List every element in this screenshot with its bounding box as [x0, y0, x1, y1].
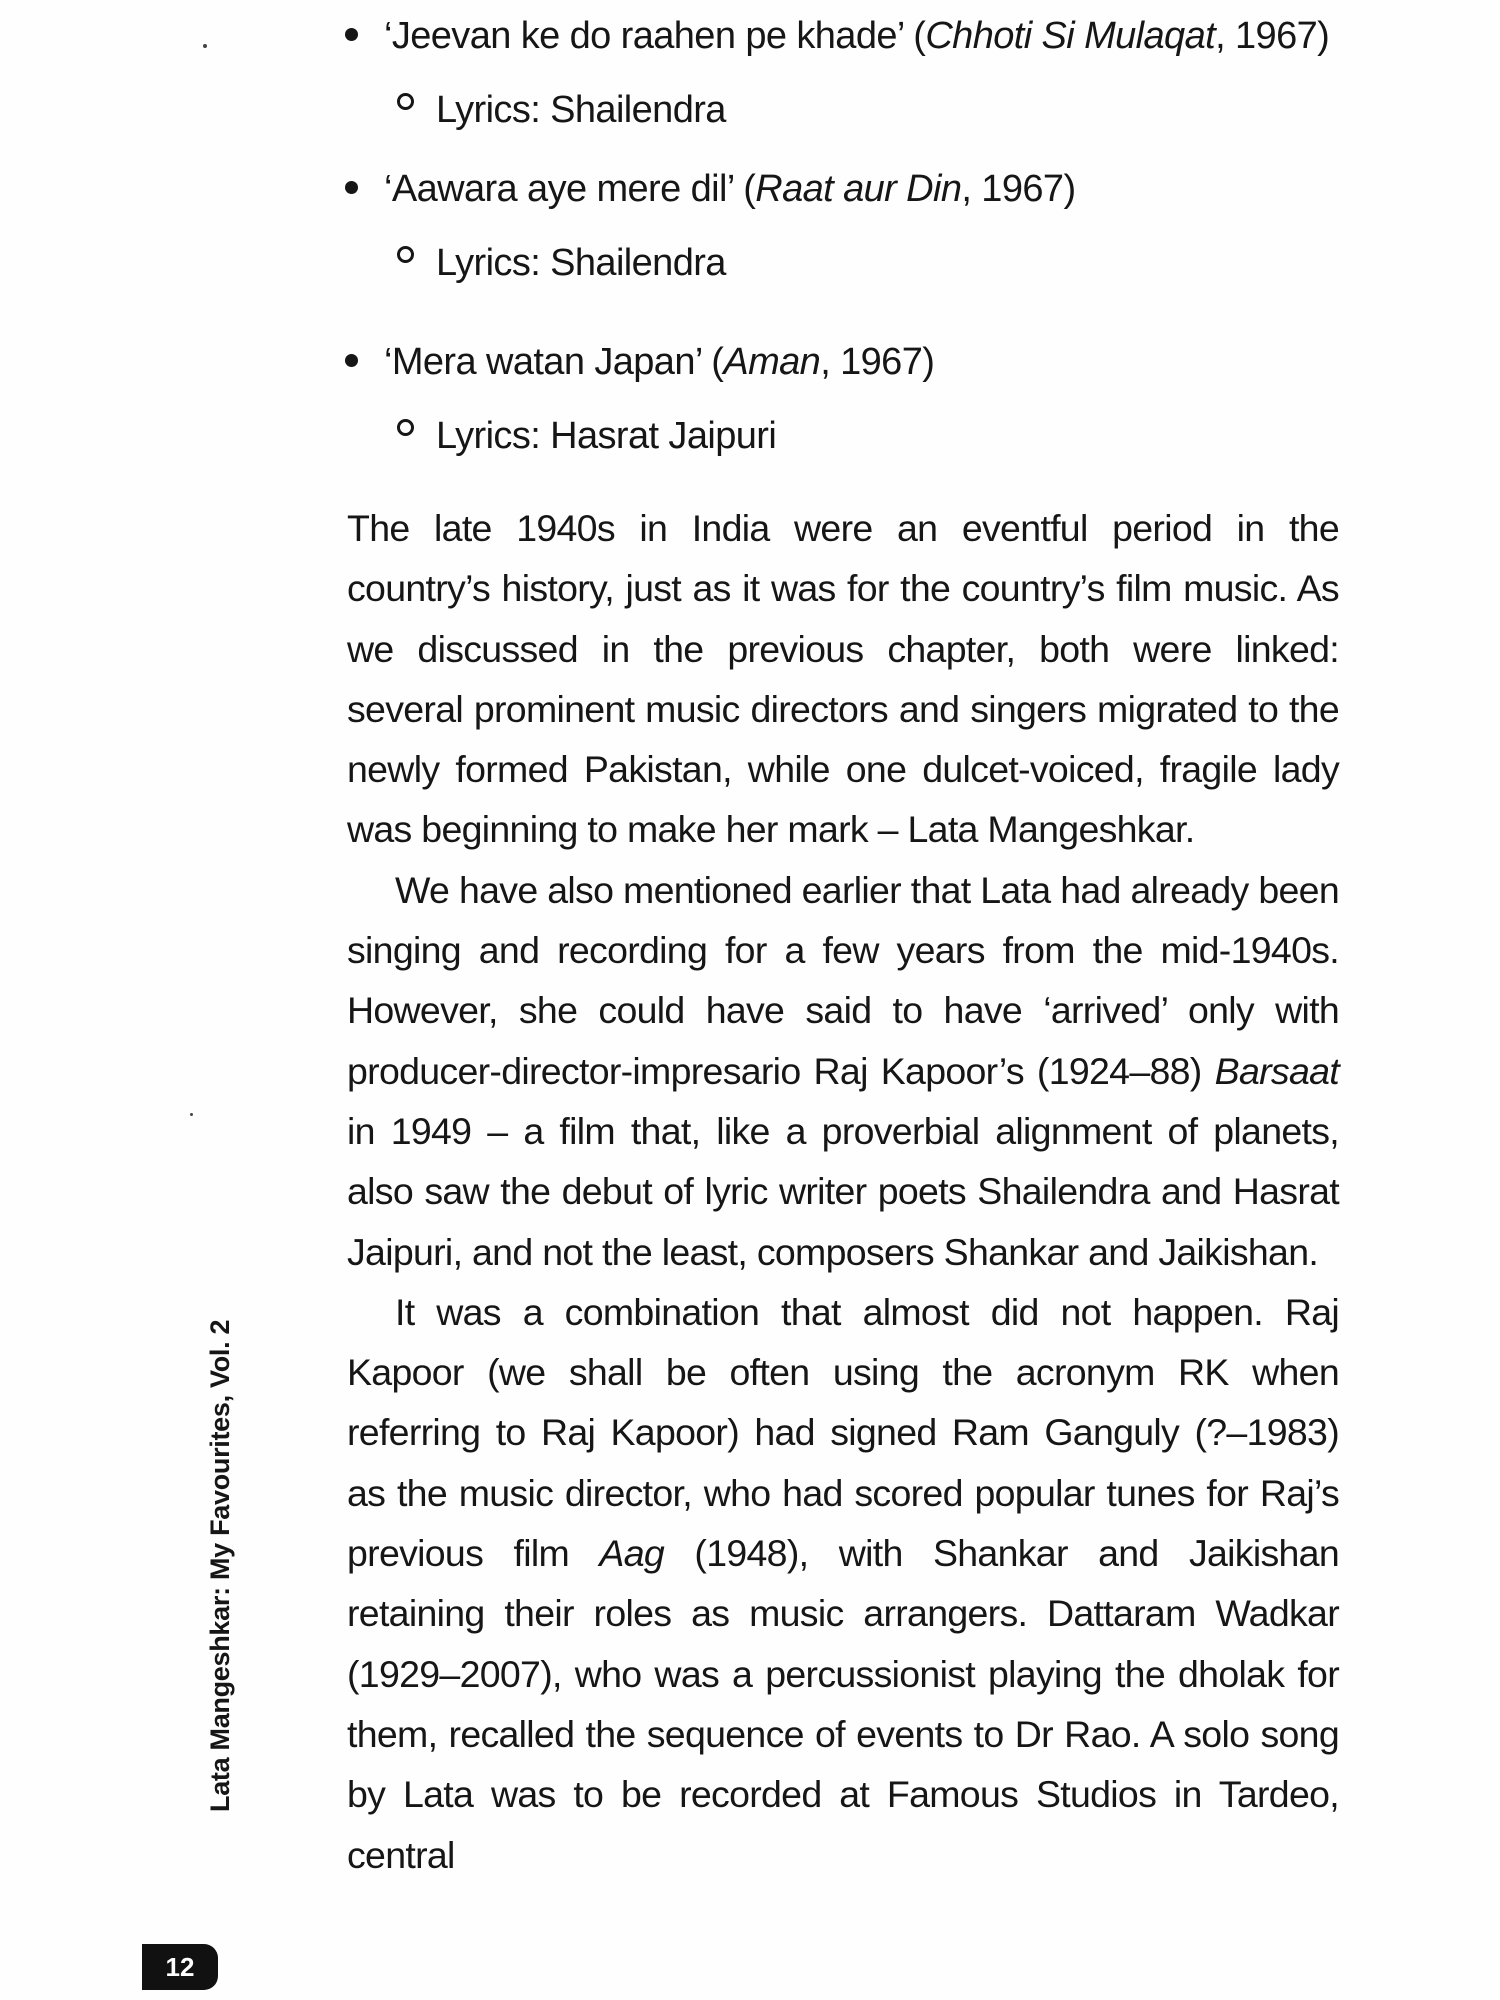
paragraph-text: in 1949 – a film that, like a proverbial alignment of planets, also saw the debut of lyric writer poets Shailendra and Hasrat Jaipuri, and not the least, composers Shankar and Jaikishan. — [347, 1109, 1339, 1273]
bullet-icon — [345, 28, 358, 41]
song-title: ‘Aawara aye mere dil’ ( — [384, 168, 756, 210]
paragraph-text: (1948), with Shankar and Jaikishan retaining their roles as music arrangers. Dattaram Wadkar (1929–2007), who was a percussionist playing the dholak for them, recalled the sequence of events to Dr Rao. A solo song by Lata was to be recorded at Famous Studios in Tardeo, central — [347, 1532, 1339, 1876]
song-title: ‘Jeevan ke do raahen pe khade’ ( — [384, 15, 926, 57]
paragraph-text: The late 1940s in India were an eventful period in the country’s history, just as it was for the country’s film music. As we discussed in the previous chapter, both were linked: several prominent music directors and singers migrated to the newly formed Pakistan, while one dulcet-voiced, fragile lady was beginning to make her mark – Lata Mangeshkar. — [347, 507, 1339, 851]
song-title: ‘Mera watan Japan’ ( — [384, 341, 724, 383]
running-title: Lata Mangeshkar: My Favourites, Vol. 2 — [205, 1319, 235, 1812]
lyrics-credit: Lyrics: Hasrat Jaipuri — [436, 415, 777, 457]
hollow-bullet-icon — [397, 419, 414, 436]
scan-speck — [190, 1113, 193, 1116]
song-title-line — [345, 163, 1076, 215]
paragraph — [347, 498, 1339, 860]
film-title: Aag — [599, 1532, 665, 1575]
lyrics-line — [397, 237, 726, 289]
scan-speck — [203, 44, 207, 48]
song-film: Aman — [723, 341, 821, 383]
song-film: Raat aur Din — [755, 168, 962, 210]
lyrics-line — [397, 410, 776, 462]
hollow-bullet-icon — [397, 93, 414, 110]
song-year: , 1967) — [961, 168, 1076, 210]
bullet-icon — [345, 181, 358, 194]
body-text — [347, 498, 1339, 1885]
song-title-line — [345, 10, 1329, 62]
song-year: , 1967) — [820, 341, 935, 383]
lyrics-credit: Lyrics: Shailendra — [436, 242, 726, 284]
lyrics-credit: Lyrics: Shailendra — [436, 89, 726, 131]
paragraph — [347, 860, 1339, 1282]
paragraph-text: It was a combination that almost did not happen. Raj Kapoor (we shall be often using the acronym RK when referring to Raj Kapoor) had signed Ram Ganguly (?–1983) as the music director, who had scored popular tunes for Raj’s previous film — [347, 1290, 1339, 1575]
song-year: , 1967) — [1215, 15, 1330, 57]
bullet-icon — [345, 354, 358, 367]
hollow-bullet-icon — [397, 246, 414, 263]
paragraph — [347, 1282, 1339, 1885]
film-title: Barsaat — [1214, 1049, 1339, 1092]
song-film: Chhoti Si Mulaqat — [925, 15, 1216, 57]
page-number: 12 — [142, 1944, 218, 1990]
paragraph-text: We have also mentioned earlier that Lata had already been singing and recording for a few years from the mid-1940s. However, she could have said to have ‘arrived’ only with producer-director-impresario Raj Kapoor’s (1924–88) — [347, 868, 1339, 1092]
lyrics-line — [397, 84, 726, 136]
song-title-line — [345, 336, 934, 388]
